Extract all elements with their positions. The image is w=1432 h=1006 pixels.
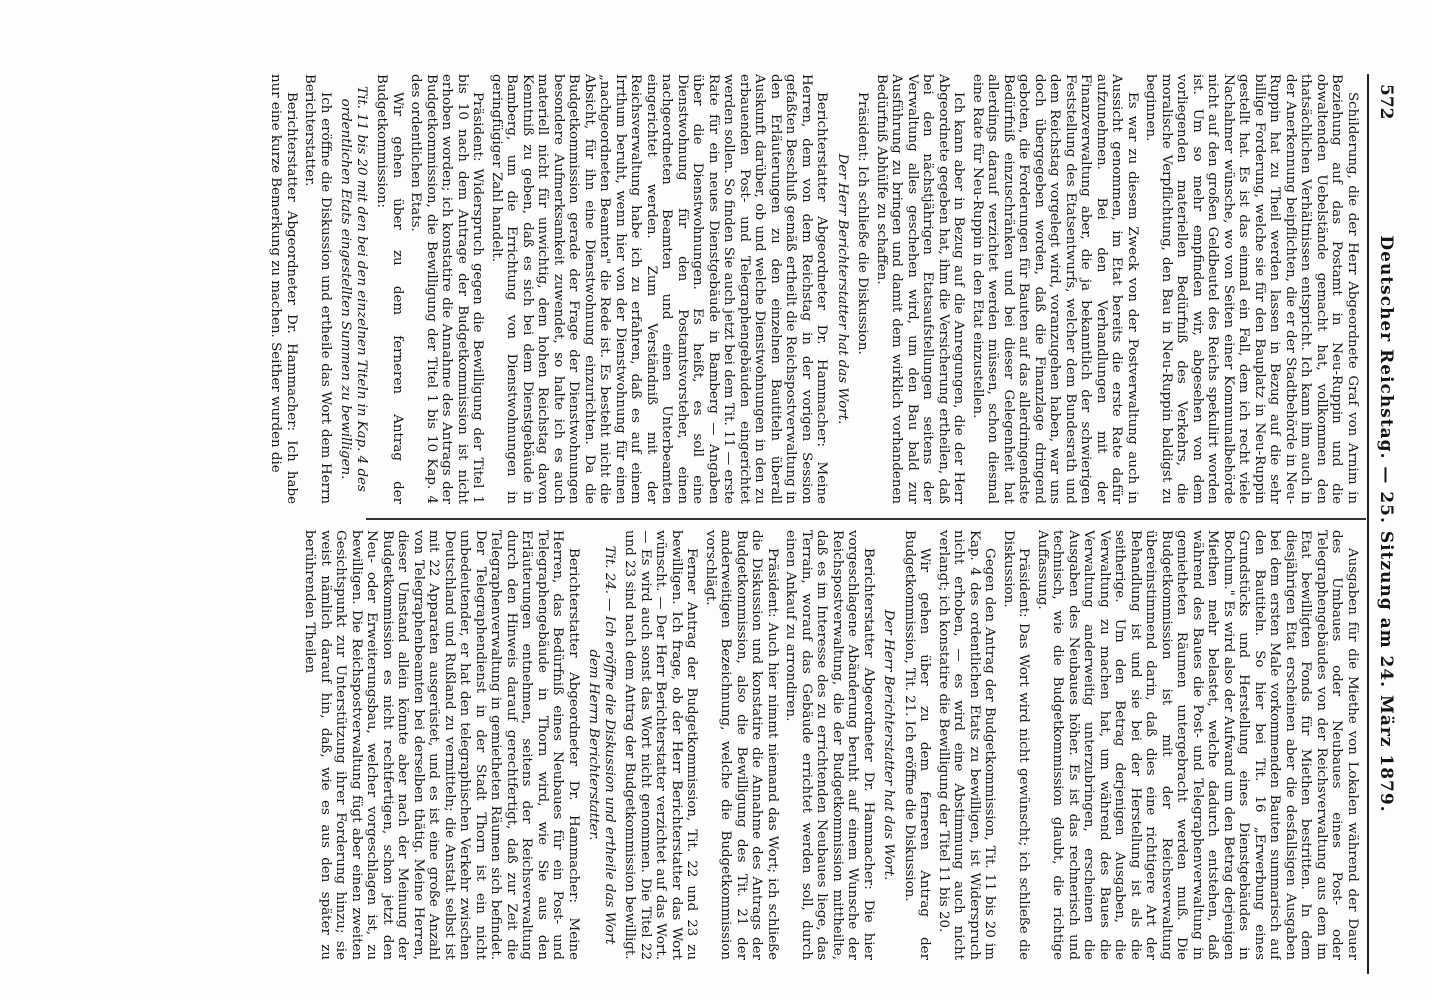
header-rule [1368,74,1370,974]
paragraph: Präsident: Auch hier nimmt niemand das Wort; ich schließe die Diskussion und konstatire die Annahme des Antrags der Budgetkommission, also die Bewilligung des Tit. 21 der anderweitigen Bezeichnung, welche die Budgetkommission vorschlägt. [703,530,780,960]
paragraph: Tit. 11 bis 20 mit den bei den einzelnen Titeln in Kap. 4 des ordentlichen Etats eingestellten Summen zu bewilligen. [338,86,369,492]
paragraph: Der Herr Berichterstatter hat das Wort. [881,609,897,881]
paragraph: Gegen den Antrag der Budgetkommission, Tit. 11 bis 20 im Kap. 4 des ordentlichen Etats zu bewilligen, ist Widerspruch nicht erhoben, — es wird eine Abstimmung auch nicht verlangt; ich konstatire die Bewilligung der Titel 11 bis 20. [936,530,998,960]
paragraph: Ich kann aber in Bezug auf die Anregungen, die der Herr Abgeordnete gegeben hat, ihm die Versicherung ertheilen, daß bei den nächstjährigen Etatsaufstellungen seitens der Verwaltung alles geschehen wird, um den Bau bald zur Ausführung zu bringen und damit dem wirklich vorhandenen Bedürfniß Abhülfe zu schaffen. [874,74,967,504]
page-content [106,74,1396,974]
paragraph: Ferner Antrag der Budgetkommission, Tit. 22 und 23 zu bewilligen. Ich frage, ob der Herr Berichterstatter das Wort wünscht. — Der Herr Berichterstatter verzichtet auf das Wort. — Es wird auch sonst das Wort nicht genommen. Die Titel 22 und 23 sind nach dem Antrag der Budgetkommission bewilligt. [622,530,700,960]
paragraph: Präsident: Widerspruch gegen die Bewilligung der Titel 1 bis 10 nach dem Antrage der Budgetkommission ist nicht erhoben worden; ich konstatire die Annahme des Antrags der Budgetkommission, die Bewilligung der Titel 1 bis 10 Kap. 4 des ordentlichen Etats. [408,74,486,504]
paragraph: Ausgaben für die Miethe von Lokalen während der Dauer des Umbaues oder Neubaues eines Post- oder Telegraphengebäudes von der Reichsverwaltung aus dem im Etat bewilligten Fonds für Miethen bestritten. In dem diesjährigen Etat erscheinen aber die desfallsigen Ausgaben bei dem ersten Male vorkommenden Bauten summarisch auf den Bautiteln. So hier bei Tit. 16 „Erwerbung eines Grundstücks und Herstellung eines Dienstgebäudes in Bochum." Es wird also der Aufwand um den Betrag derjenigen Miethen mehr belastet, welche dadurch entstehen, daß während des Baues die Post- und Telegraphenverwaltung in gemietheten Räumen untergebracht werden muß. Die Budgetkommission ist mit der Reichsverwaltung übereinstimmend darin, daß dies eine richtigere Art der Behandlung ist und sie bei der Herstellung ist als die seitherige. Um den Betrag derjenigen Ausgaben, die Verwaltung zu machen hat, um während des Baues die Verwaltung anderweitig unterzubringen, erscheinen die Ausgaben des Neubaues höher. Es ist das rechnerisch und technisch, wie die Budgetkommission glaubt, die richtige Auffassung. [1035,530,1360,960]
left-column [110,74,1360,504]
paragraph: Berichterstatter Abgeordneter Dr. Hammacher: Meine Herren, dem von dem Reichstag in der vorigen Session gefaßten Beschluß gemäß ertheilt die Reichspostverwaltung in den Erläuterungen zu den einzelnen Bautiteln überall Auskunft darüber, ob und welche Dienstwohnungen in den zu erbauenden Post- und Telegraphengebäuden eingerichtet werden sollen. So finden Sie auch jetzt bei dem Tit. 11 — erste Rate für ein neues Dienstgebäude in Bamberg — Angaben über die Dienstwohnungen. Es heißt, es soll eine Dienstwohnung für den Postamtsvorsteher, einen nachgeordneten Beamten und einen Unterbeamten eingerichtet werden. Zum Verständniß mit der Reichsverwaltung habe ich zu erfahren, daß es auf einem Irrthum beruht, wenn hier von der Dienstwohnung für einen „nachgeordneten Beamten" die Rede ist. Es besteht nicht die Absicht, für ihn eine Dienstwohnung einzurichten. Da die Budgetkommission gerade der Frage der Dienstwohnungen besondere Aufmerksamkeit zuwendet, so halte ich es auch materiell nicht für unwichtig, dem hohen Reichstag davon Kenntniß zu geben, daß es sich bei dem Dienstgebäude in Bamberg, um die Errichtung von Dienstwohnungen in geringfügiger Zahl handelt. [489,74,830,504]
paragraph: Ich eröffne die Diskussion und ertheile das Wort dem Herrn Berichterstatter. [302,74,333,504]
paragraph: Wir gehen über zu dem ferneren Antrag der Budgetkommission: [374,74,405,504]
paragraph: Berichterstatter Abgeordneter Dr. Hammacher: Meine Herren, das Bedürfniß eines Neubaues für ein Post- und Telegraphengebäude in Thorn wird, wie Sie aus den Erläuterungen entnehmen, seitens der Reichsverwaltung durch den Hinweis darauf gerechtfertigt, daß zur Zeit die Telegraphenverwaltung in gemietheten Räumen sich befindet. Der Telegraphendienst in der Stadt Thorn ist ein nicht unbedeutender, er hat den telegraphischen Verkehr zwischen Deutschland und Rußland zu vermitteln; die Anstalt selbst ist mit 22 Apparaten ausgerüstet, und es ist eine große Anzahl von Telegraphenbeamten bei derselben thätig. Meine Herren, dieser Umstand allein könnte aber nach der Meinung der Budgetkommission es nicht rechtfertigen, schon jetzt den Neu- oder Erweiterungsbau, welcher vorgeschlagen ist, zu bewilligen. Die Reichspostverwaltung fügt aber einen zweiten Gesichtspunkt zur Unterstützung ihrer Forderung hinzu; sie weist nämlich darauf hin, daß, wie es aus den später zu berührenden Theilen [302,530,581,960]
page-number: 572 [1376,84,1396,120]
paragraph: Schilderung, die der Herr Abgeordnete Graf von Arnim in Beziehung auf das Postamt in Neu-Ruppin und die obwaltenden Uebelstände gemacht hat, vollkommen den thatsächlichen Verhältnissen entspricht. Ich kann ihm auch in der Anerkennung beipflichten, die er der Stadtbehörde in Neu-Ruppin hat zu Theil werden lassen in Bezug auf die sehr billige Forderung, welche sie für den Bauplatz in Neu-Ruppin gestellt hat. Es ist das einmal ein Fall, dem ich recht viele Nachahmer wünsche, wo von Seiten einer Kommunalbehörde nicht auf den großen Geldbeutel des Reichs spekulirt worden ist. Um so mehr empfinden wir, abgesehen von dem vorliegenden materiellen Bedürfniß des Verkehrs, die moralische Verpflichtung, den Bau in Neu-Ruppin baldigst zu beginnen. [1143,74,1360,504]
page-header [1372,84,1396,964]
column-divider [366,518,1366,520]
paragraph: Es war zu diesem Zweck von der Postverwaltung auch in Aussicht genommen, im Etat bereits die erste Rate dafür aufzunehmen. Bei den Verhandlungen mit der Finanzverwaltung aber, die ja bekanntlich der schwierigen Feststellung des Etatsentwurfs, welcher dem Bundesrath und dem Reichstag vorgelegt wird, voranzugehen haben, war uns doch übergegeben worden, daß die Finanzlage dringend geboten, die Forderungen für Bauten auf das allerdringendste Bedürfniß einzuschränken und bei dieser Gelegenheit hat allerdings darauf verzichtet werden müssen, schon diesmal eine Rate für Neu-Ruppin in den Etat einzustellen. [970,74,1140,504]
paragraph: Präsident: Ich schließe die Diskussion. [855,92,871,355]
paragraph: Tit. 24. — Ich eröffne die Diskussion und ertheile das Wort dem Herrn Berichterstatter. [586,545,617,945]
page-title: Deutscher Reichstag. — 25. Sitzung am 24. März 1879. [1376,235,1396,813]
paragraph: Der Herr Berichterstatter hat das Wort. [835,153,850,425]
right-column [110,530,1360,960]
paragraph: Berichterstatter Abgeordneter Dr. Hammacher: Ich habe nur eine kurze Bemerkung zu machen. Seither wurden die [268,74,299,504]
paragraph: Wir gehen über zu dem ferneren Antrag der Budgetkommission, Tit. 21. Ich eröffne die Diskussion. [902,530,933,960]
paragraph: Berichterstatter Abgeordneter Dr. Hammacher: Die hier vorgeschlagene Abänderung beruht auf einem Wunsche der Reichspostverwaltung, die der Budgetkommission mittheilte, daß es im Interesse des zu errichtenden Neubaues liege, das Terrain, worauf das Gebäude errichtet werden soll, durch einen Ankauf zu arrondiren. [783,530,876,960]
paragraph: Präsident: Das Wort wird nicht gewünscht; ich schließe die Diskussion. [1001,530,1032,960]
